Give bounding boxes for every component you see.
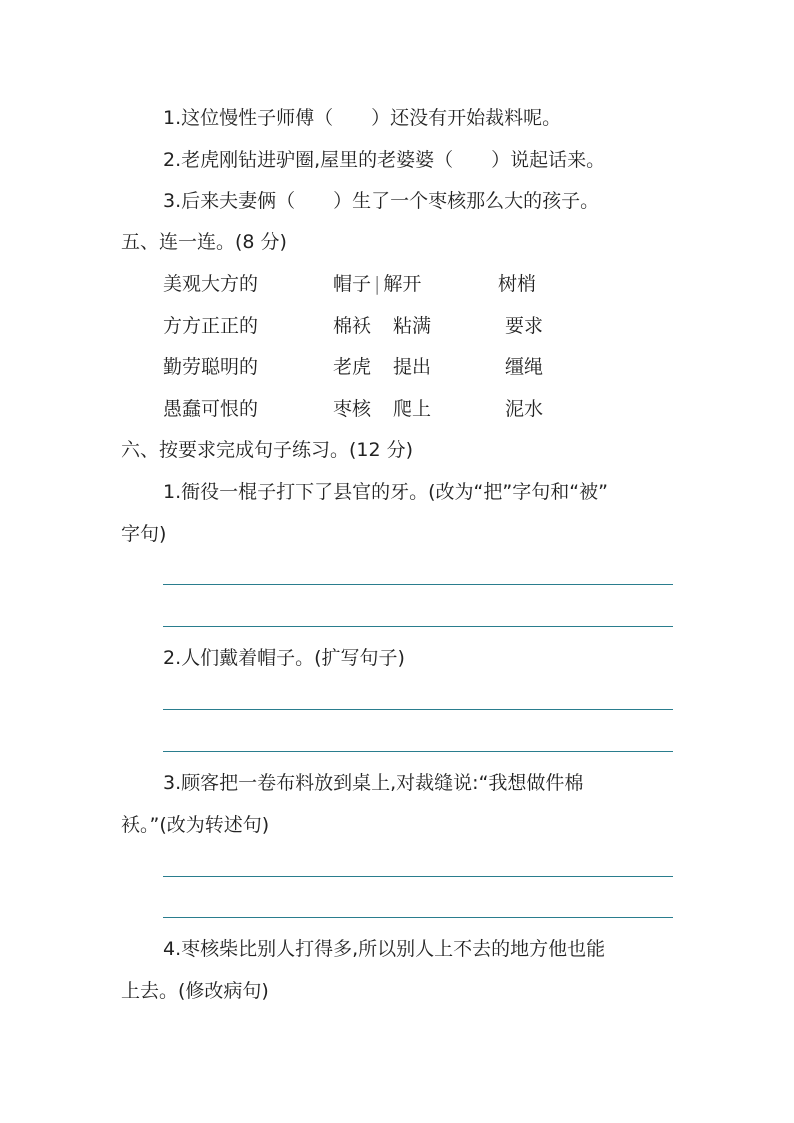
match-middle [333, 272, 421, 296]
match-middle-verb: 提出 [393, 356, 432, 378]
question-3-line-1: 3.顾客把一卷布料放到桌上,对裁缝说:“我想做件棉 [163, 772, 584, 794]
fill-item-2: 2.老虎刚钻进驴圈,屋里的老婆婆（ ）说起话来。 [163, 149, 606, 171]
match-right: 泥水 [505, 398, 544, 420]
fill-item-3: 3.后来夫妻俩（ ）生了一个枣核那么大的孩子。 [163, 190, 600, 212]
section-6-heading: 六、按要求完成句子练习。(12 分) [121, 439, 414, 461]
match-middle [333, 314, 431, 338]
match-middle-noun: 枣核 [333, 398, 372, 420]
answer-line[interactable] [163, 709, 673, 710]
fill-item-1: 1.这位慢性子师傅（ ）还没有开始裁料呢。 [163, 107, 562, 129]
answer-line[interactable] [163, 751, 673, 752]
question-3-line-2: 袄。”(改为转述句) [121, 814, 270, 836]
match-left: 方方正正的 [163, 315, 259, 337]
question-4-line-2: 上去。(修改病句) [121, 980, 269, 1002]
match-middle-noun: 帽子 [333, 273, 372, 295]
match-left: 美观大方的 [163, 273, 259, 295]
match-middle [333, 397, 431, 421]
question-1-line-1: 1.衙役一棍子打下了县官的牙。(改为“把”字句和“被” [163, 481, 608, 503]
question-2: 2.人们戴着帽子。(扩写句子) [163, 647, 405, 669]
match-middle [333, 355, 431, 379]
match-right: 要求 [505, 315, 544, 337]
question-1-line-2: 字句) [121, 523, 167, 545]
match-right: 树梢 [498, 273, 537, 295]
answer-line[interactable] [163, 876, 673, 877]
match-right: 缰绳 [505, 356, 544, 378]
answer-line[interactable] [163, 917, 673, 918]
match-middle-verb: 解开 [383, 273, 422, 295]
section-5-heading: 五、连一连。(8 分) [121, 231, 287, 253]
match-middle-verb: 爬上 [393, 398, 432, 420]
answer-line[interactable] [163, 584, 673, 585]
match-left: 勤劳聪明的 [163, 356, 259, 378]
question-4-line-1: 4.枣核柴比别人打得多,所以别人上不去的地方他也能 [163, 938, 606, 960]
match-left: 愚蠢可恨的 [163, 398, 259, 420]
match-middle-noun: 棉袄 [333, 315, 372, 337]
separator-mark: | [374, 273, 381, 295]
match-middle-verb: 粘满 [393, 315, 432, 337]
match-middle-noun: 老虎 [333, 356, 372, 378]
answer-line[interactable] [163, 626, 673, 627]
